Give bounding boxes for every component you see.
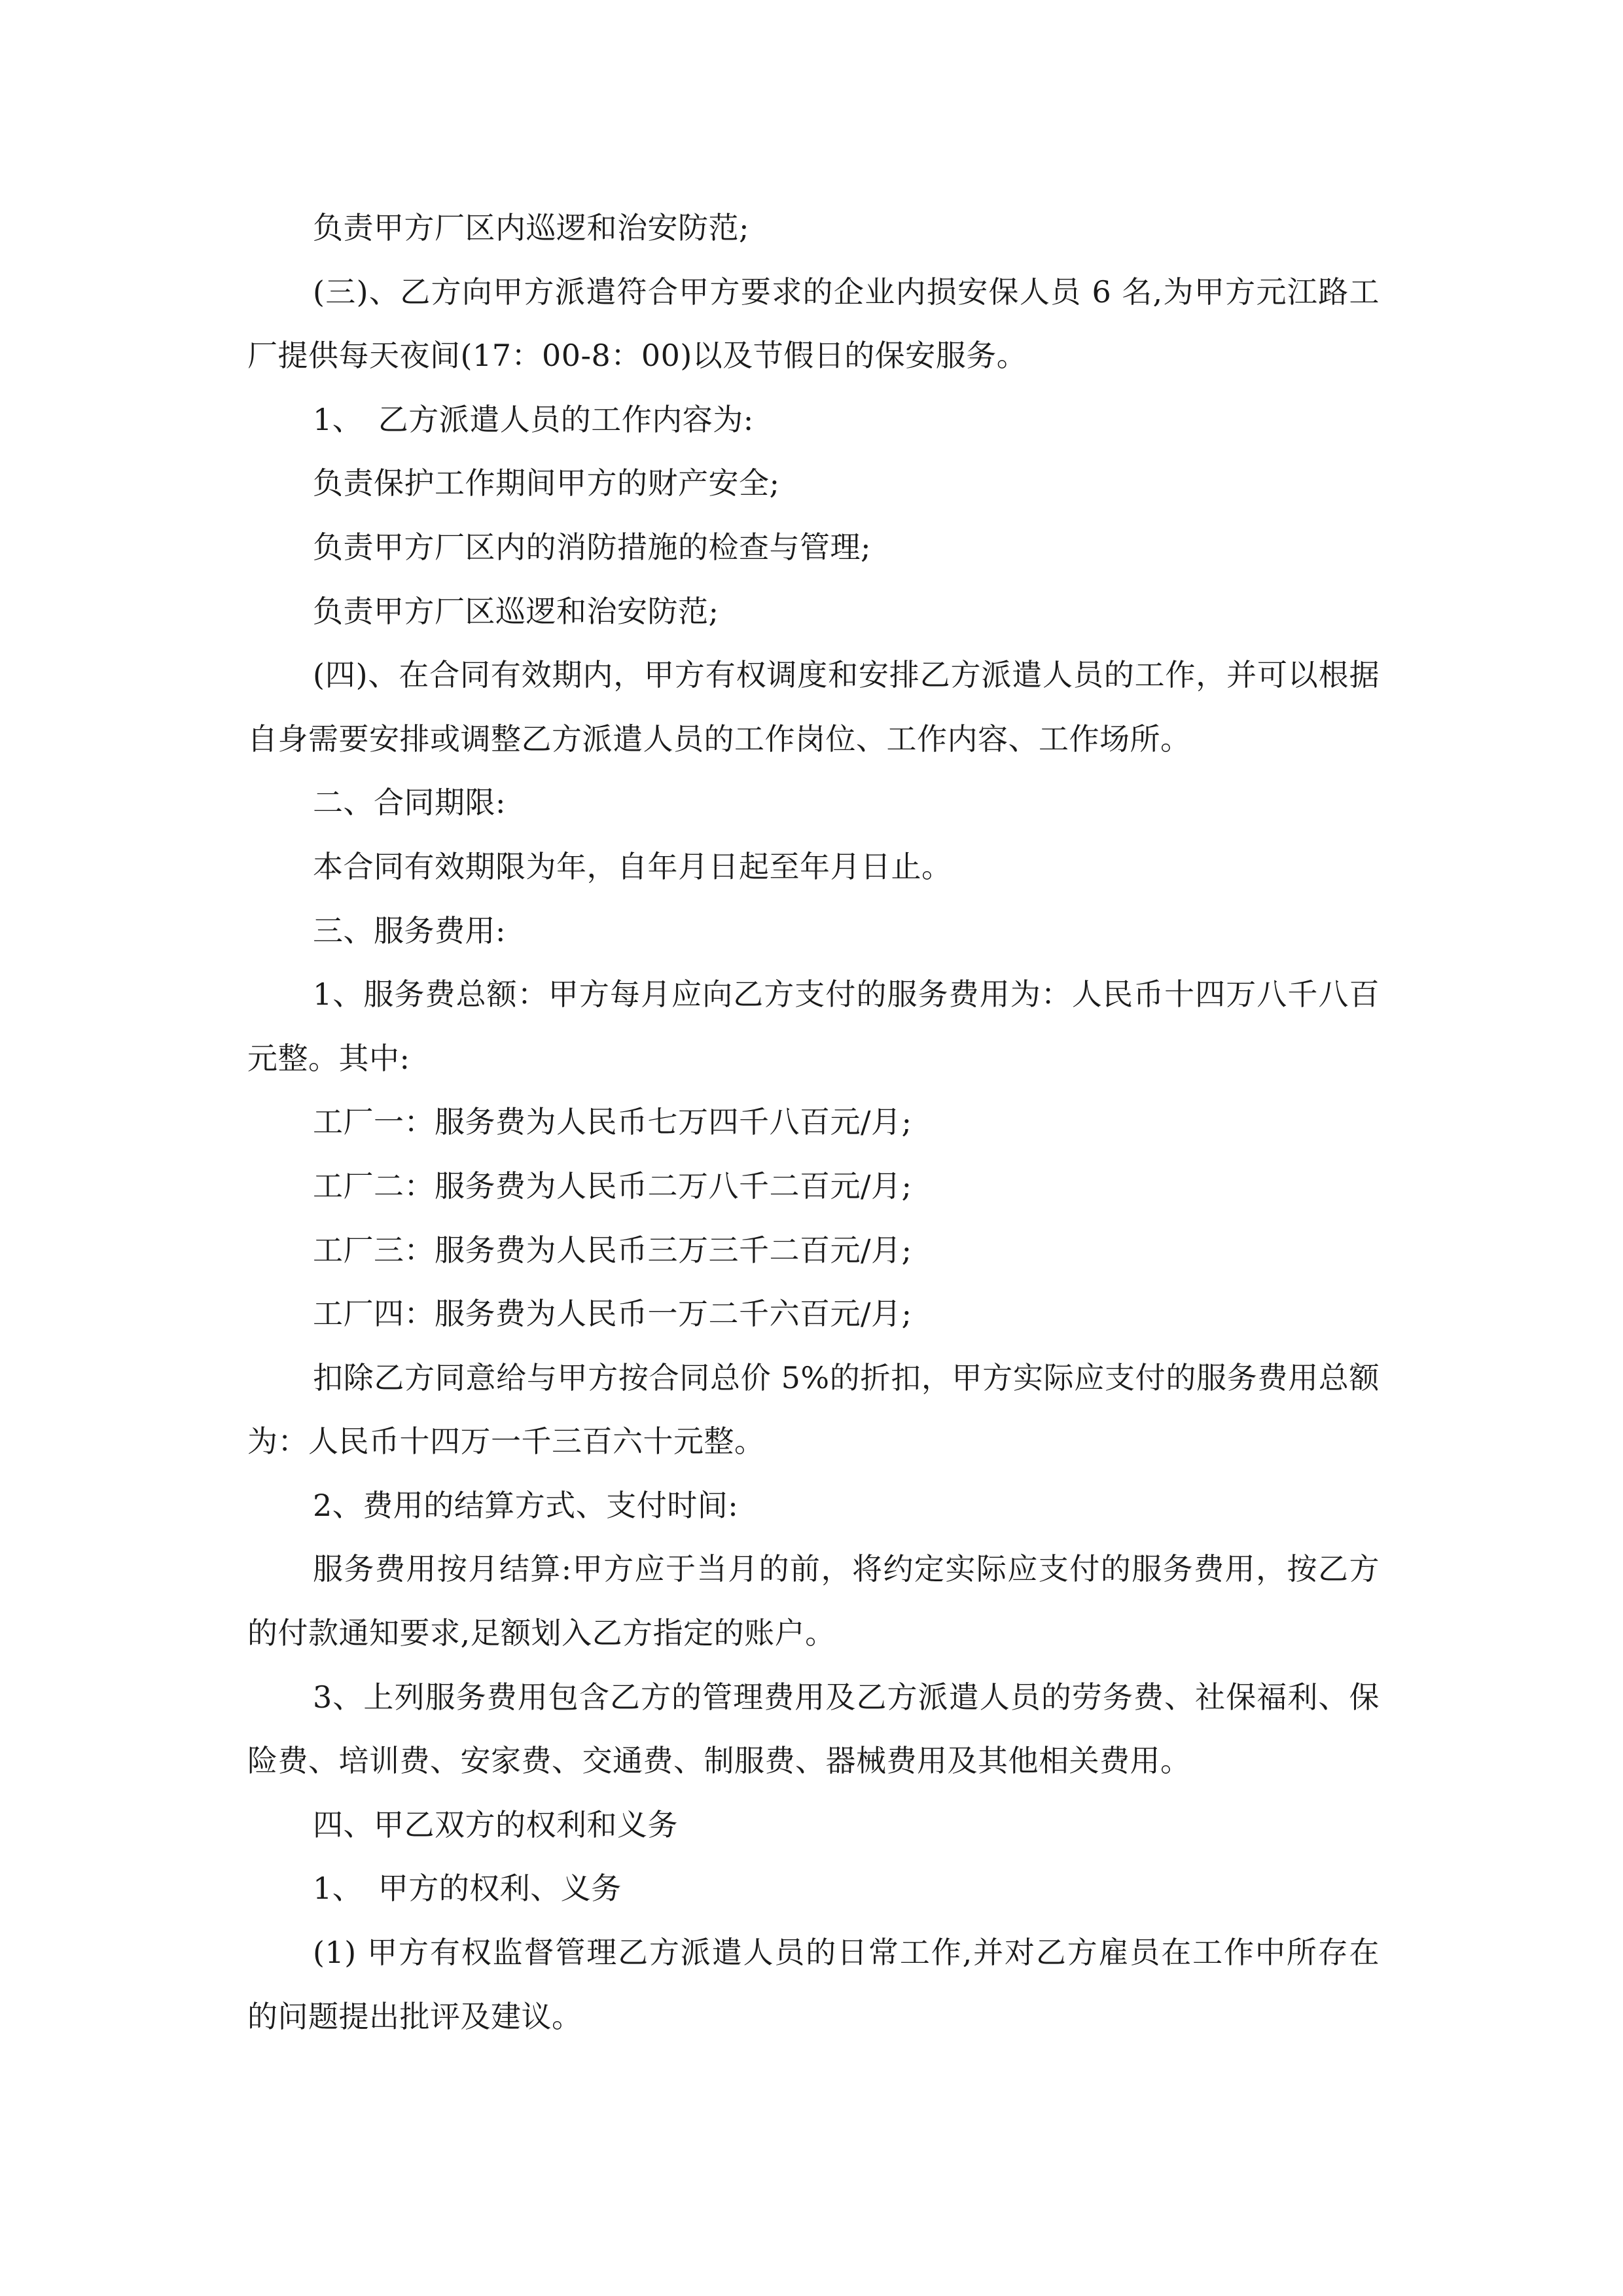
heading-rights-obligations: 四、甲乙双方的权利和义务 [313, 1806, 678, 1842]
paragraph-total-fee: 1、服务费总额：甲方每月应向乙方支付的服务费用为：人民币十四万八千八百元整。其中: [247, 977, 1380, 1076]
paragraph-property-safety: 负责保护工作期间甲方的财产安全; [313, 465, 780, 501]
heading-contract-term: 二、合同期限: [313, 785, 506, 821]
paragraph-section-three: (三)、乙方向甲方派遣符合甲方要求的企业内损安保人员 6 名,为甲方元江路工厂提供每天夜间(17：00-8：00)以及节假日的保安服务。 [247, 274, 1380, 374]
paragraph-factory-one-fee: 工厂一：服务费为人民币七万四千八百元/月; [313, 1104, 912, 1140]
paragraph-contract-term: 本合同有效期限为年，自年月日起至年月日止。 [313, 848, 952, 884]
paragraph-fee-inclusions: 3、上列服务费用包含乙方的管理费用及乙方派遣人员的劳务费、社保福利、保险费、培训费、安家费、交通费、制服费、器械费用及其他相关费用。 [247, 1679, 1380, 1779]
paragraph-patrol-security: 负责甲方厂区巡逻和治安防范; [313, 593, 719, 629]
paragraph-patrol-duty: 负责甲方厂区内巡逻和治安防范; [313, 210, 749, 245]
paragraph-factory-two-fee: 工厂二：服务费为人民币二万八千二百元/月; [313, 1168, 912, 1204]
document-body [247, 196, 1380, 2049]
paragraph-section-four: (四)、在合同有效期内，甲方有权调度和安排乙方派遣人员的工作，并可以根据自身需要安排或调整乙方派遣人员的工作岗位、工作内容、工作场所。 [247, 657, 1380, 757]
paragraph-fire-inspection: 负责甲方厂区内的消防措施的检查与管理; [313, 529, 871, 565]
paragraph-settlement-heading: 2、费用的结算方式、支付时间: [313, 1487, 739, 1523]
heading-service-fees: 三、服务费用: [313, 912, 506, 948]
paragraph-party-a-rights: 1、 甲方的权利、义务 [313, 1871, 622, 1907]
paragraph-party-a-supervision: (1) 甲方有权监督管理乙方派遣人员的日常工作,并对乙方雇员在工作中所存在的问题提出批评及建议。 [247, 1935, 1380, 2034]
paragraph-monthly-settlement: 服务费用按月结算:甲方应于当月的前，将约定实际应支付的服务费用，按乙方的付款通知要求,足额划入乙方指定的账户。 [247, 1551, 1380, 1651]
paragraph-work-content-heading: 1、 乙方派遣人员的工作内容为: [313, 401, 754, 437]
paragraph-factory-four-fee: 工厂四：服务费为人民币一万二千六百元/月; [313, 1296, 912, 1332]
paragraph-factory-three-fee: 工厂三：服务费为人民币三万三千二百元/月; [313, 1232, 912, 1268]
paragraph-discount: 扣除乙方同意给与甲方按合同总价 5%的折扣，甲方实际应支付的服务费用总额为：人民币十四万一千三百六十元整。 [247, 1359, 1380, 1460]
